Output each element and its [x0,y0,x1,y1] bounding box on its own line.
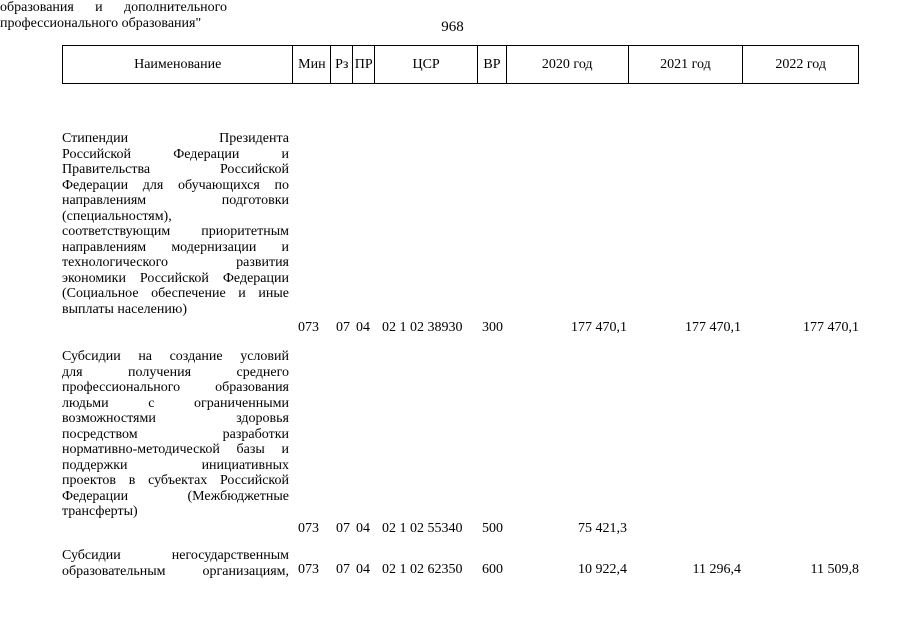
continued-text [0,0,227,31]
row-name-line: трансферты) [62,504,138,519]
header-name: Наименование [63,46,293,83]
continued-line: профессионального образования" [0,15,202,31]
table-row [62,548,859,588]
row-name-line: Субсидии на создание условий [62,349,289,364]
cell-min: 073 [298,521,319,536]
row-name-line: Федерации (Межбюджетные [62,488,289,504]
row-name-line: соответствующим приоритетным [62,224,289,239]
header-2021: 2021 год [629,46,744,83]
cell-2022: 177 470,1 [803,320,859,335]
table-row [62,131,859,335]
row-name-line: Федерации для обучающихся по [62,177,289,193]
row-name-line: образовательным организациям, [62,563,289,579]
cell-2020: 75 421,3 [578,521,627,536]
header-2022: 2022 год [775,56,826,72]
header-min: Мин [293,46,331,83]
table-header [62,45,859,84]
cell-rz: 07 [336,562,350,577]
row-name-line: нормативно-методической базы и [62,442,289,457]
row-name-line: проектов в субъектах Российской [62,473,289,488]
header-csr: ЦСР [375,46,478,83]
cell-2022: 11 509,8 [810,562,859,577]
header-pr: ПР [353,46,375,83]
cell-2021: 11 296,4 [692,562,741,577]
row-name-line: экономики Российской Федерации [62,270,289,286]
cell-pr: 04 [356,562,370,577]
row-name-line: Субсидии негосударственным [62,548,289,563]
cell-vr: 500 [482,521,503,536]
row-name-line: для получения среднего [62,364,289,380]
continued-line: образования и дополнительного [0,0,227,15]
cell-2021: 177 470,1 [685,320,741,335]
row-name-line: поддержки инициативных [62,457,289,473]
cell-rz: 07 [336,521,350,536]
cell-pr: 04 [356,521,370,536]
row-name-line: профессионального образования [62,380,289,395]
row-name-line: (специальностям), [62,208,172,224]
row-name-line: посредством разработки [62,426,289,442]
row-name-line: технологического развития [62,255,289,270]
cell-2020: 177 470,1 [571,320,627,335]
cell-vr: 300 [482,320,503,335]
cell-min: 073 [298,562,319,577]
cell-csr: 02 1 02 38930 [382,320,463,335]
cell-pr: 04 [356,320,370,335]
row-name-line: направлениям модернизации и [62,239,289,255]
table-row [62,349,859,536]
cell-vr: 600 [482,562,503,577]
row-name-line: Стипендии Президента [62,131,289,146]
row-name [62,548,289,579]
cell-min: 073 [298,320,319,335]
row-name-line: возможностями здоровья [62,411,289,426]
row-name-line: Правительства Российской [62,162,289,177]
row-name [62,349,289,520]
row-name-line: направлениям подготовки [62,193,289,208]
cell-2020: 10 922,4 [578,562,627,577]
header-vr: ВР [478,46,507,83]
header-2020: 2020 год [507,46,629,83]
row-name-line: (Социальное обеспечение и иные [62,286,289,301]
row-name-line: людьми с ограниченными [62,395,289,411]
header-rz: Рз [331,46,353,83]
cell-csr: 02 1 02 62350 [382,562,463,577]
row-name-line: выплаты населению) [62,301,187,317]
row-name-line: Российской Федерации и [62,146,289,162]
row-name [62,131,289,317]
page-number: 968 [441,19,464,35]
cell-rz: 07 [336,320,350,335]
cell-csr: 02 1 02 55340 [382,521,463,536]
